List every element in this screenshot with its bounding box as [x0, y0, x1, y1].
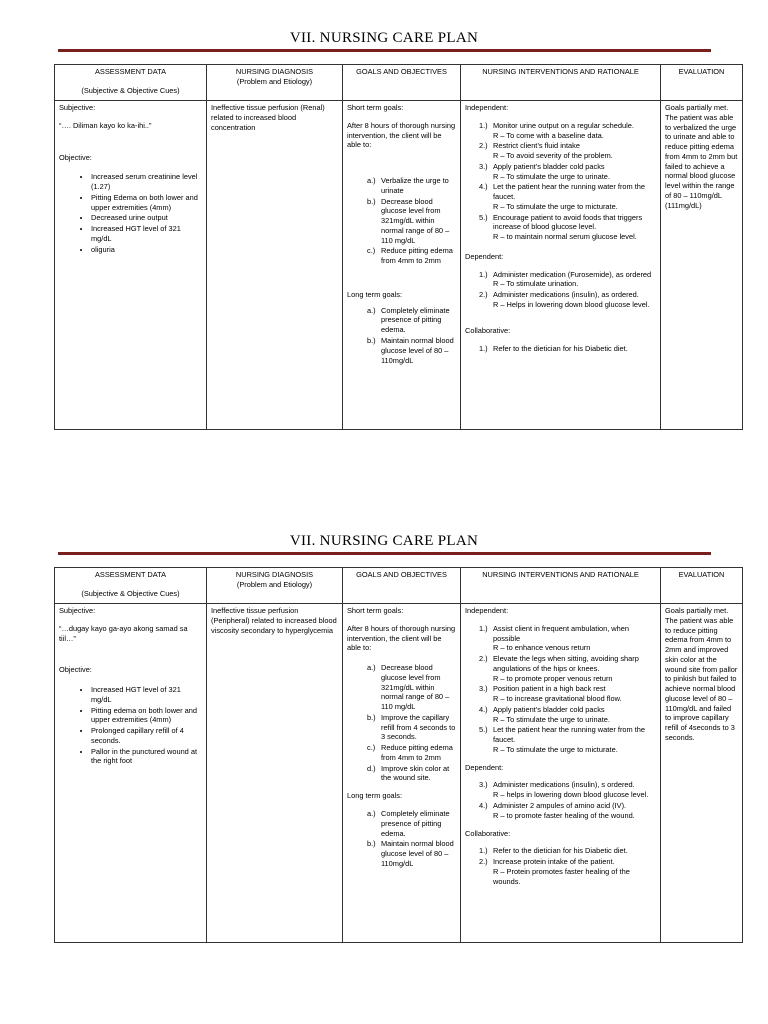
assessment-cell: [55, 101, 207, 430]
diagnosis-cell: [207, 101, 343, 430]
short-term-intro: After 8 hours of thorough nursing intervention, the client will be able to:: [347, 623, 456, 653]
care-plan-table: [54, 64, 743, 430]
header-diagnosis: [207, 65, 343, 101]
objective-item: • Prolonged capillary refill of 4 seconds.: [91, 726, 202, 746]
rationale: R – To stimulate the urge to micturate.: [493, 201, 618, 211]
intervention-item: 5.) Encourage patient to avoid foods that triggers increase of blood glucose level. R – to maintain normal serum glucose level.: [479, 213, 656, 242]
header-goals: GOALS AND OBJECTIVES: [343, 568, 461, 604]
rationale: R – to promote faster healing of the wound.: [493, 810, 635, 820]
rationale: R – to promote proper venous return: [493, 673, 613, 683]
intervention-item: 2.) Restrict client’s fluid intake R – To avoid severity of the problem.: [479, 141, 613, 161]
subjective-quote: “…dugay kayo ga-ayo akong samad sa tiil…”: [59, 623, 188, 643]
intervention-item: 5.) Let the patient hear the running water from the faucet. R – To stimulate the urge to micturate.: [479, 725, 656, 754]
page-title: VII. NURSING CARE PLAN: [289, 30, 479, 46]
goal-item: d.) Improve skin color at the wound site.: [367, 763, 450, 783]
subjective-label: Subjective:: [59, 103, 96, 112]
rationale: R – To avoid severity of the problem.: [493, 151, 613, 161]
goal-item: c.) Reduce pitting edema from 4mm to 2mm: [367, 246, 453, 266]
diagnosis-cell: [207, 604, 343, 943]
header-goals: GOALS AND OBJECTIVES: [343, 65, 461, 101]
diagnosis-text: Ineffective tissue perfusion (Renal) related to increased blood concentration: [211, 103, 325, 132]
short-term-label: Short term goals:: [347, 606, 404, 615]
rationale: R – to increase gravitational blood flow.: [493, 694, 622, 704]
header-interventions: NURSING INTERVENTIONS AND RATIONALE: [461, 65, 661, 101]
goals-cell: [343, 604, 461, 943]
intervention-item: 4.) Apply patient’s bladder cold packs R – To stimulate the urge to urinate.: [479, 704, 610, 724]
intervention-item: 3.) Apply patient’s bladder cold packs R – To stimulate the urge to urinate.: [479, 161, 610, 181]
header-diagnosis-label: NURSING DIAGNOSIS: [235, 67, 314, 76]
evaluation-text: Goals partially met. The patient was able to verbalized the urge to urinate and able to reduce pitting edema from 4mm to 2mm but failed to achieve a normal blood glucose level within the range of 80 – 110mg/dL (111mg/dL): [665, 103, 738, 210]
header-diagnosis-sub: (Problem and Etiology): [236, 579, 313, 589]
assessment-cell: [55, 604, 207, 943]
goal-item: c.) Reduce pitting edema from 4mm to 2mm: [367, 743, 453, 762]
collaborative-label: Collaborative:: [465, 325, 511, 335]
title-rule: [58, 49, 711, 52]
evaluation-cell: [661, 101, 743, 430]
intervention-item: 1.) Refer to the dietician for his Diabetic diet.: [479, 846, 628, 856]
header-assessment-label: ASSESSMENT DATA: [94, 570, 167, 579]
goal-item: a.) Completely eliminate presence of pitting edema.: [367, 305, 450, 335]
dependent-label: Dependent:: [465, 251, 504, 261]
objective-item: • Decreased urine output: [91, 213, 202, 223]
header-assessment-label: ASSESSMENT DATA: [94, 67, 167, 76]
evaluation-text: Goals partially met. The patient was able to reduce pitting edema from 4mm to 2mm and improved skin color at the wound site from pallor to pinkish but failed to achieve normal blood glucose level of 80 – 110mg/dL and failed to improve capillary refill of 4seconds to 3 seconds.: [665, 606, 738, 742]
goal-item: a.) Completely eliminate presence of pitting edema.: [367, 809, 450, 838]
rationale: R – to maintain normal serum glucose level.: [493, 232, 637, 242]
independent-label: Independent:: [465, 103, 509, 112]
objective-item: • oliguria: [91, 245, 202, 255]
header-evaluation: EVALUATION: [661, 568, 743, 604]
header-evaluation: EVALUATION: [661, 65, 743, 101]
long-term-label: Long term goals:: [347, 289, 403, 299]
rationale: R – Protein promotes faster healing of the wounds.: [493, 866, 630, 886]
evaluation-cell: [661, 604, 743, 943]
interventions-cell: [461, 101, 661, 430]
objective-item: • Increased HGT level of 321 mg/dL: [91, 224, 202, 244]
page-title: VII. NURSING CARE PLAN: [289, 533, 479, 549]
header-diagnosis: [207, 568, 343, 604]
goal-item: b.) Maintain normal blood glucose level of 80 – 110mg/dL: [367, 839, 454, 868]
header-assessment-sub: (Subjective & Objective Cues): [81, 588, 180, 598]
rationale: R – helps in lowering down blood glucose level.: [493, 790, 649, 800]
goals-cell: [343, 101, 461, 430]
objective-item: • Increased HGT level of 321 mg/dL: [91, 685, 202, 705]
header-assessment-sub: (Subjective & Objective Cues): [81, 85, 180, 95]
subjective-label: Subjective:: [59, 606, 96, 615]
diagnosis-text: Ineffective tissue perfusion (Peripheral) related to increased blood viscosity secondary to hyperglycemia: [211, 606, 337, 635]
intervention-item: 1.) Assist client in frequent ambulation, when possible R – to enhance venous return: [479, 624, 656, 653]
short-term-label: Short term goals:: [347, 103, 404, 112]
subjective-quote: “…. Diliman kayo ko ka-ihi..”: [59, 120, 152, 130]
intervention-item: 2.) Administer medications (insulin), as ordered. R – Helps in lowering down blood glucose level.: [479, 290, 650, 310]
objective-item: • Pallor in the punctured wound at the right foot: [91, 747, 202, 767]
rationale: R – To stimulate the urge to micturate.: [493, 744, 618, 754]
interventions-cell: [461, 604, 661, 943]
independent-label: Independent:: [465, 606, 509, 615]
intervention-item: 1.) Refer to the dietician for his Diabetic diet.: [479, 343, 628, 353]
title-rule: [58, 552, 711, 555]
intervention-item: 2.) Increase protein intake of the patient. R – Protein promotes faster healing of the wounds.: [479, 857, 656, 886]
rationale: R – Helps in lowering down blood glucose level.: [493, 300, 650, 310]
header-assessment: [55, 65, 207, 101]
objective-item: • Pitting Edema on both lower and upper extremities (4mm): [91, 193, 202, 213]
dependent-label: Dependent:: [465, 762, 504, 772]
objective-label: Objective:: [59, 152, 92, 162]
header-diagnosis-sub: (Problem and Etiology): [236, 76, 313, 86]
intervention-item: 3.) Administer medications (insulin), s ordered. R – helps in lowering down blood glucose level.: [479, 780, 649, 800]
goal-item: a.) Decrease blood glucose level from 321mg/dL within normal range of 80 – 110 mg/dL: [367, 663, 450, 712]
care-plan-table: [54, 567, 743, 943]
intervention-item: 3.) Position patient in a high back rest R – to increase gravitational blood flow.: [479, 684, 622, 704]
objective-item: • Pitting edema on both lower and upper extremities (4mm): [91, 706, 202, 726]
intervention-item: 1.) Administer medication (Furosemide), as ordered R – To stimulate urination.: [479, 269, 652, 289]
objective-label: Objective:: [59, 665, 92, 675]
intervention-item: 4.) Let the patient hear the running water from the faucet. R – To stimulate the urge to micturate.: [479, 182, 656, 211]
goal-item: b.) Decrease blood glucose level from 321mg/dL within normal range of 80 – 110 mg/dL: [367, 196, 450, 245]
goal-item: b.) Maintain normal blood glucose level of 80 – 110mg/dL: [367, 336, 454, 365]
collaborative-label: Collaborative:: [465, 828, 511, 838]
rationale: R – to enhance venous return: [493, 643, 591, 653]
intervention-item: 4.) Administer 2 ampules of amino acid (IV). R – to promote faster healing of the wound.: [479, 801, 635, 820]
header-assessment: [55, 568, 207, 604]
intervention-item: 1.) Monitor urine output on a regular schedule. R – To come with a baseline data.: [479, 120, 634, 140]
header-interventions: NURSING INTERVENTIONS AND RATIONALE: [461, 568, 661, 604]
objective-item: • Increased serum creatinine level (1.27): [91, 172, 202, 192]
goal-item: b.) Improve the capillary refill from 4 seconds to 3 seconds.: [367, 712, 456, 742]
rationale: R – To stimulate the urge to urinate.: [493, 714, 610, 724]
header-diagnosis-label: NURSING DIAGNOSIS: [235, 570, 314, 579]
rationale: R – To come with a baseline data.: [493, 130, 604, 140]
long-term-label: Long term goals:: [347, 791, 403, 801]
rationale: R – To stimulate the urge to urinate.: [493, 171, 610, 181]
rationale: R – To stimulate urination.: [493, 279, 579, 289]
short-term-intro: After 8 hours of thorough nursing intervention, the client will be able to:: [347, 120, 456, 150]
goal-item: a.) Verbalize the urge to urinate: [367, 176, 449, 195]
intervention-item: 2.) Elevate the legs when sitting, avoiding sharp angulations of the hips or knees. R – to promote proper venous return: [479, 654, 656, 683]
